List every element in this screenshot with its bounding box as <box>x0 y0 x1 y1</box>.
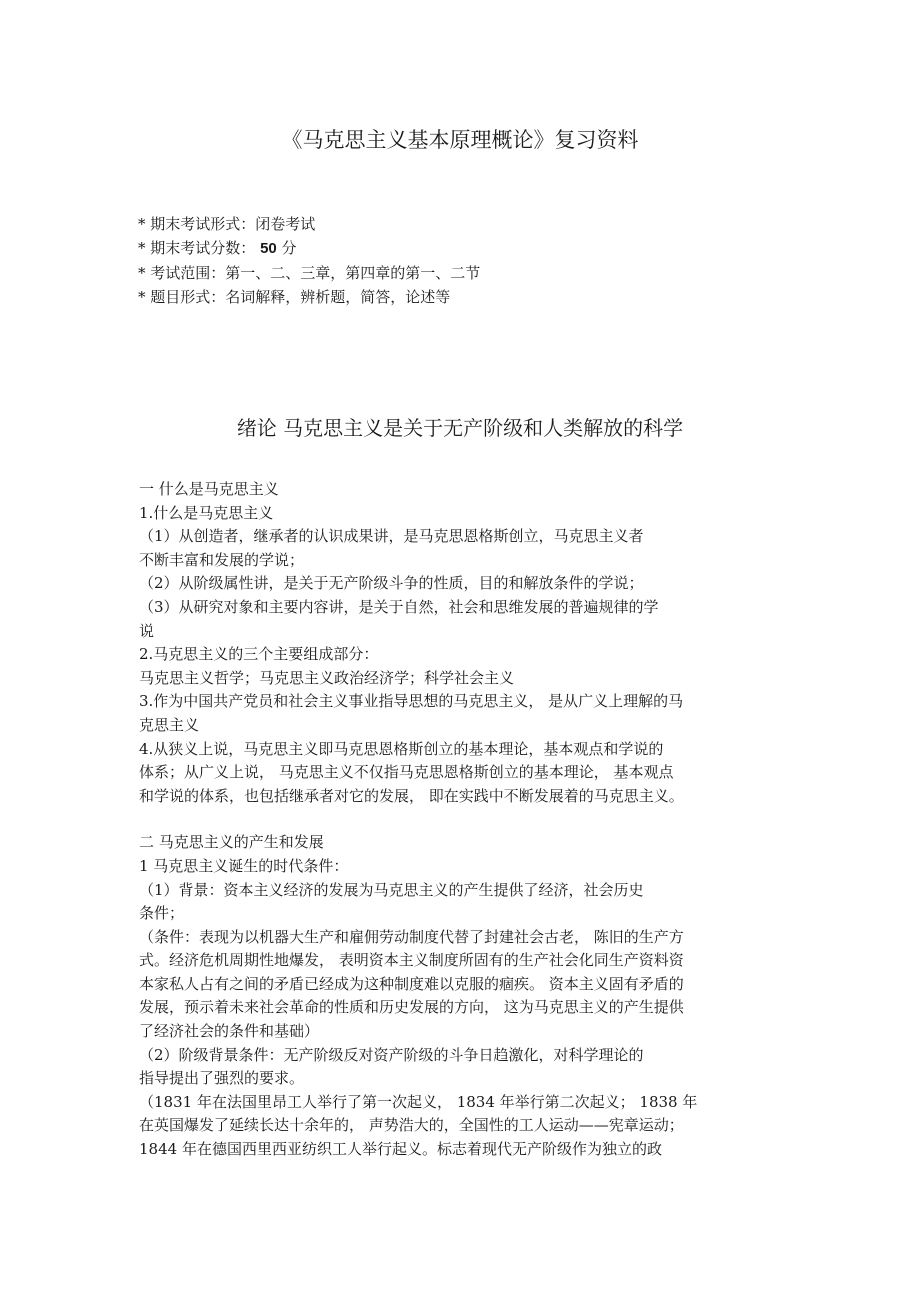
body-line: （条件：表现为以机器大生产和雇佣劳动制度代替了封建社会古老， 陈旧的生产方 <box>139 927 684 946</box>
exam-score-unit: 分 <box>281 239 297 257</box>
body-line: （1）从创造者，继承者的认识成果讲，是马克思恩格斯创立，马克思主义者 <box>139 527 644 546</box>
body-line: 2.马克思主义的三个主要组成部分： <box>139 645 379 664</box>
body-line: 1.什么是马克思主义 <box>139 503 274 522</box>
exam-info-block <box>138 212 480 309</box>
body-line: 说 <box>139 621 155 640</box>
exam-score-line <box>138 236 480 261</box>
exam-format-line: * 期末考试形式：闭卷考试 <box>138 215 316 233</box>
body-line: 本家私人占有之间的矛盾已经成为这种制度难以克服的痼疾。 资本主义固有矛盾的 <box>139 974 684 993</box>
exam-score-label: * 期末考试分数： <box>138 239 256 257</box>
body-line: 马克思主义哲学；马克思主义政治经济学；科学社会主义 <box>139 668 515 687</box>
body-line: （1831 年在法国里昂工人举行了第一次起义， 1834 年举行第二次起义； 1838 年 <box>139 1092 698 1111</box>
body-line: 4.从狭义上说，马克思主义即马克思恩格斯创立的基本理论，基本观点和学说的 <box>139 739 664 758</box>
chapter-heading: 绪论 马克思主义是关于无产阶级和人类解放的科学 <box>236 416 684 440</box>
body-line: 在英国爆发了延续长达十余年的， 声势浩大的，全国性的工人运动——宪章运动； <box>139 1116 684 1135</box>
exam-score-value: 50 <box>260 240 277 257</box>
body-line: 克思主义 <box>139 715 200 734</box>
body-line: （1）背景：资本主义经济的发展为马克思主义的产生提供了经济，社会历史 <box>139 880 644 899</box>
paragraph-gap <box>139 808 779 831</box>
body-line: （3）从研究对象和主要内容讲，是关于自然，社会和思维发展的普遍规律的学 <box>139 597 659 616</box>
exam-scope-line: * 考试范围：第一、二、三章，第四章的第一、二节 <box>138 264 481 282</box>
section-heading: 一 什么是马克思主义 <box>139 480 279 498</box>
body-line: 3.作为中国共产党员和社会主义事业指导思想的马克思主义， 是从广义上理解的马 <box>139 692 684 711</box>
body-line: 条件； <box>139 904 185 923</box>
body-line: 1844 年在德国西里西亚纺织工人举行起义。标志着现代无产阶级作为独立的政 <box>139 1140 662 1159</box>
body-line: 指导提出了强烈的要求。 <box>139 1069 305 1088</box>
body-line: 体系；从广义上说， 马克思主义不仅指马克思恩格斯创立的基本理论， 基本观点 <box>139 763 674 782</box>
body-line: 不断丰富和发展的学说； <box>139 550 305 569</box>
body-text <box>139 478 779 1162</box>
question-types-line: * 题目形式：名词解释，辨析题，简答，论述等 <box>138 288 451 306</box>
body-line: 式。经济危机周期性地爆发， 表明资本主义制度所固有的生产社会化同生产资料资 <box>139 951 684 970</box>
body-line: （2）阶级背景条件：无产阶级反对资产阶级的斗争日趋激化，对科学理论的 <box>139 1045 644 1064</box>
section-heading: 二 马克思主义的产生和发展 <box>139 833 324 852</box>
body-line: （2）从阶级属性讲，是关于无产阶级斗争的性质，目的和解放条件的学说； <box>139 574 644 593</box>
document-title: 《马克思主义基本原理概论》复习资料 <box>281 128 639 152</box>
body-line: 发展，预示着未来社会革命的性质和历史发展的方向， 这为马克思主义的产生提供 <box>139 998 684 1017</box>
body-line: 和学说的体系，也包括继承者对它的发展， 即在实践中不断发展着的马克思主义。 <box>139 786 684 805</box>
body-line: 1 马克思主义诞生的时代条件： <box>139 856 349 875</box>
body-line: 了经济社会的条件和基础） <box>139 1022 320 1041</box>
